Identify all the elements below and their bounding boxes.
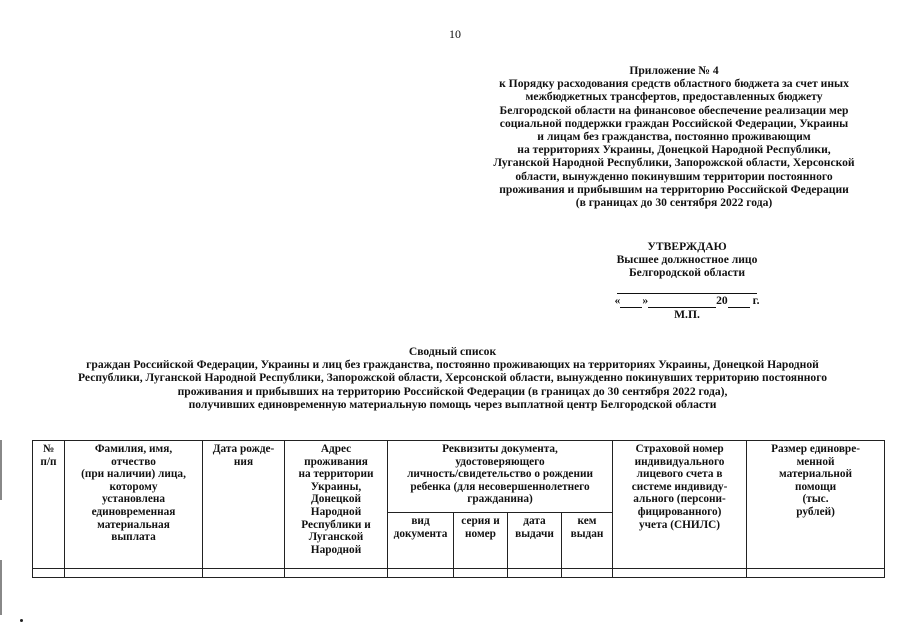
- date-year-blank: [728, 294, 750, 308]
- tail-cell: [454, 569, 508, 578]
- stamp-place: М.П.: [674, 307, 700, 321]
- approval-official: Высшее должностное лицо: [616, 253, 758, 267]
- annex-line: области, вынужденно покинувшим территории постоянного: [515, 169, 833, 183]
- approval-region: Белгородской области: [628, 266, 746, 280]
- annex-header: [462, 64, 886, 209]
- annex-line: (в границах до 30 сентября 2022 года): [575, 196, 773, 210]
- annex-line: межбюджетных трансфертов, предоставленных бюджету: [525, 90, 823, 104]
- tail-cell: [203, 569, 285, 578]
- scan-edge-mark: [0, 440, 2, 500]
- tail-cell: [65, 569, 203, 578]
- header-document-details: Реквизиты документа, удостоверяющего личность/свидетельство о рождении ребенка (для несовершеннолетнего гражданина): [388, 441, 613, 513]
- tail-cell: [508, 569, 562, 578]
- header-amount: Размер единовре- менной материальной помощи (тыс. рублей): [747, 441, 885, 569]
- date-month-blank: [648, 294, 716, 308]
- date-year-suffix: г.: [752, 293, 760, 307]
- title-line: граждан Российской Федерации, Украины и лиц без гражданства, постоянно проживающих на территориях Украины, Донецкой Народной: [86, 358, 819, 372]
- approval-block: [592, 240, 782, 321]
- scan-edge-mark: [0, 560, 2, 615]
- annex-line: Приложение № 4: [629, 64, 719, 77]
- scan-speck: [20, 619, 23, 622]
- date-day-blank: [620, 294, 642, 308]
- title-line: получивших единовременную материальную помощь через выплатной центр Белгородской области: [188, 397, 717, 411]
- header-full-name: Фамилия, имя, отчество (при наличии) лица, которому установлена единовременная материальная выплата: [65, 441, 203, 569]
- header-doc-series: серия и номер: [454, 513, 508, 569]
- annex-line: и лицам без гражданства, постоянно проживающим: [537, 130, 811, 144]
- header-doc-date: дата выдачи: [508, 513, 562, 569]
- header-doc-type: вид документа: [388, 513, 454, 569]
- tail-cell: [285, 569, 388, 578]
- header-snils: Страховой номер индивидуального лицевого счета в системе индивиду- ального (персони- фицированного) учета (СНИЛС): [613, 441, 747, 569]
- page-number: 10: [449, 27, 461, 41]
- annex-line: социальной поддержки граждан Российской Федерации, Украины: [499, 116, 849, 130]
- annex-line: на территориях Украины, Донецкой Народной Республики,: [517, 143, 831, 157]
- tail-cell: [562, 569, 613, 578]
- signature-line: [617, 282, 757, 294]
- annex-line: к Порядку расходования средств областного бюджета за счет иных: [499, 77, 849, 91]
- title-heading: Сводный список: [408, 345, 497, 358]
- title-line: Республики, Луганской Народной Республики, Запорожской области, Херсонской области, вынужденно покинувших территорию постоянного: [77, 371, 827, 385]
- annex-line: Луганской Народной Республики, Запорожской области, Херсонской: [493, 156, 855, 170]
- approval-date: [592, 294, 782, 308]
- annex-line: проживания и прибывшим на территорию Российской Федерации: [499, 182, 849, 196]
- tail-cell: [613, 569, 747, 578]
- approval-title: УТВЕРЖДАЮ: [647, 240, 727, 253]
- annex-line: Белгородской области на финансовое обеспечение реализации мер: [499, 103, 849, 117]
- date-close-quote: »: [642, 293, 649, 307]
- date-open-quote: «: [614, 293, 621, 307]
- header-doc-issuer: кем выдан: [562, 513, 613, 569]
- title-line: проживания и прибывших на территорию Российской Федерации (в границах до 30 сентября 2022 года),: [177, 384, 728, 398]
- tail-cell: [33, 569, 65, 578]
- document-title: [20, 345, 885, 411]
- header-address: Адрес проживания на территории Украины, Донецкой Народной Республики и Луганской Народной: [285, 441, 388, 569]
- date-year-prefix: 20: [716, 293, 728, 307]
- tail-cell: [747, 569, 885, 578]
- header-birth-date: Дата рожде- ния: [203, 441, 285, 569]
- summary-table: [32, 440, 885, 578]
- tail-cell: [388, 569, 454, 578]
- header-number: № п/п: [33, 441, 65, 569]
